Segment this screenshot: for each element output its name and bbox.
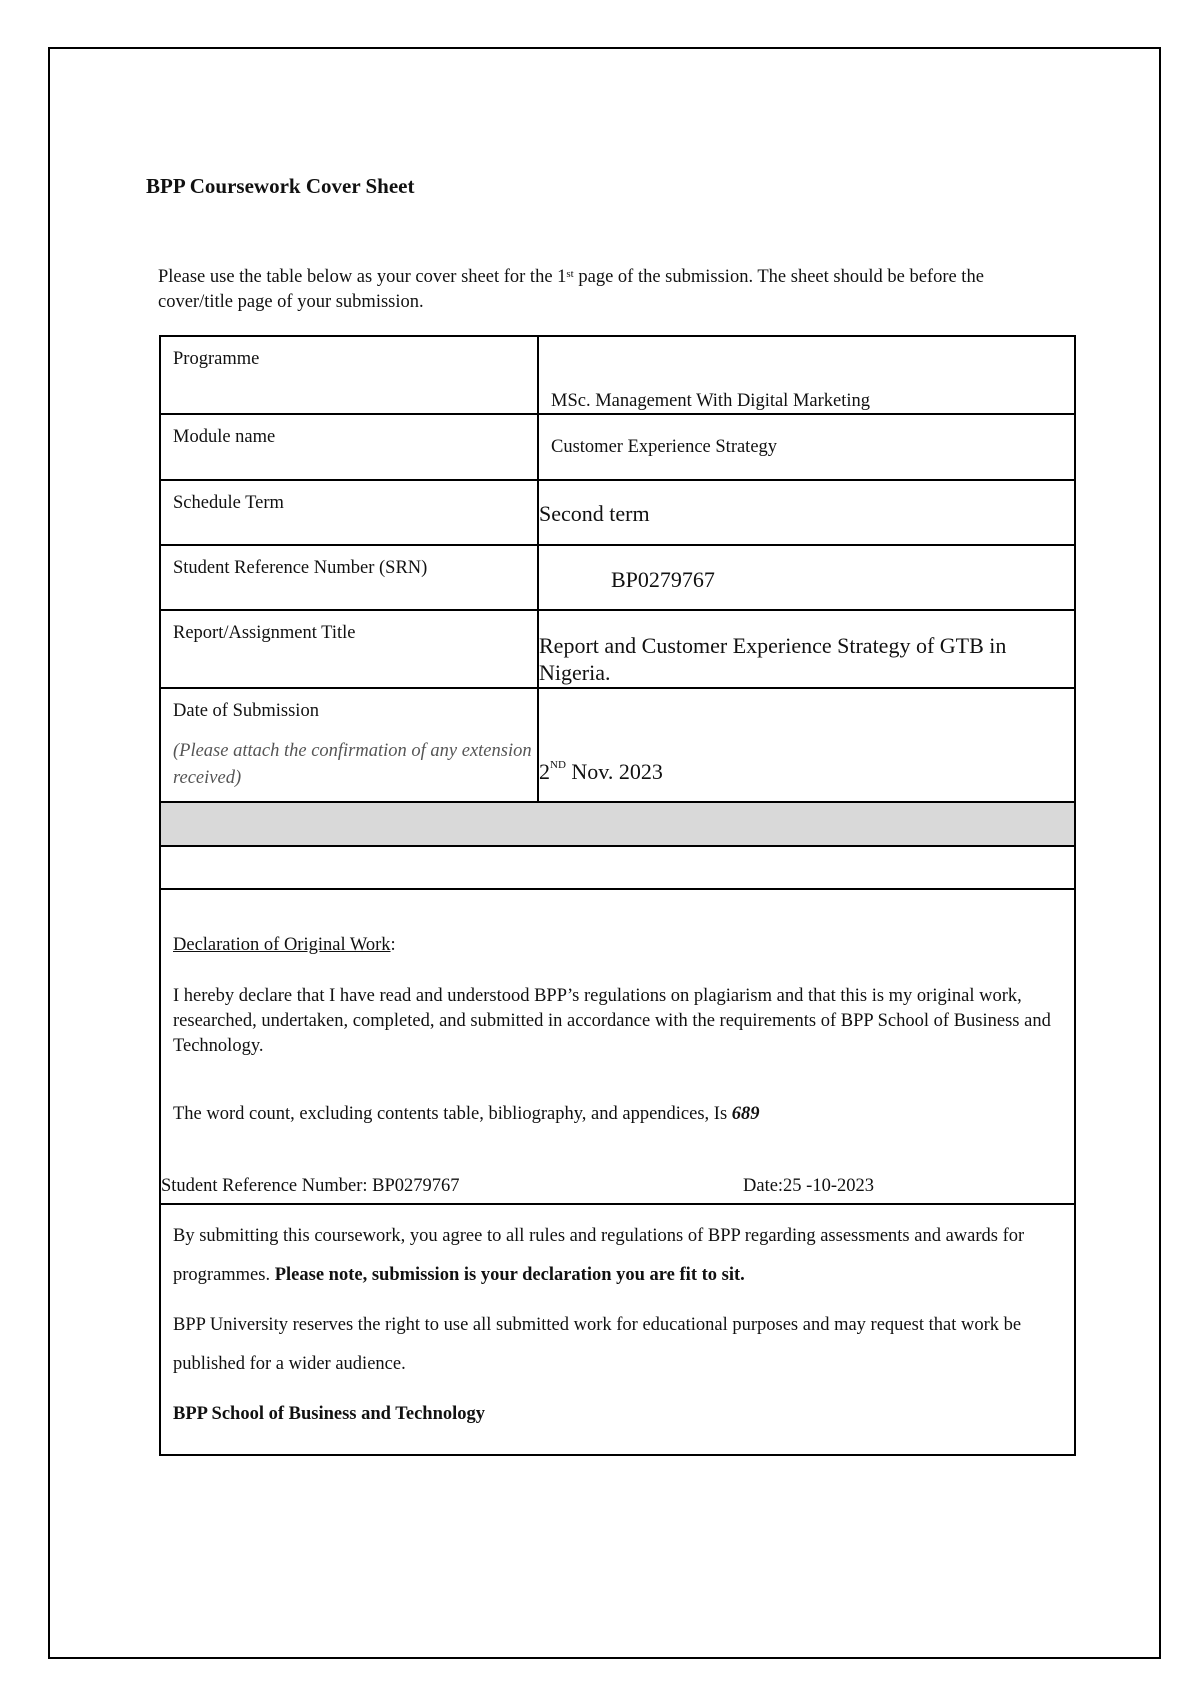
module-label: Module name <box>161 415 539 479</box>
programme-label: Programme <box>161 337 539 413</box>
word-count-label: The word count, excluding contents table, bibliography, and appendices, Is <box>173 1104 732 1124</box>
declaration-heading-text: Declaration of Original Work <box>173 935 391 955</box>
module-value: Customer Experience Strategy <box>551 437 778 457</box>
submission-terms <box>173 1217 1068 1445</box>
report-title-value: Report and Customer Experience Strategy of GTB in Nigeria. <box>539 633 1007 685</box>
intro-text-start: Please use the table below as your cover sheet for the 1 <box>158 267 567 287</box>
term-row <box>161 481 1074 546</box>
cover-sheet-table <box>159 335 1076 1456</box>
word-count-line <box>173 1104 760 1125</box>
submission-paragraph-1 <box>173 1217 1068 1295</box>
srn-row <box>161 546 1074 611</box>
shaded-separator-row <box>161 803 1074 847</box>
date-month-year: Nov. 2023 <box>565 759 663 784</box>
word-count-value: 689 <box>731 1104 760 1124</box>
date-ordinal: ND <box>550 759 566 771</box>
module-value-cell <box>539 415 1074 479</box>
module-row <box>161 415 1074 481</box>
school-name: BPP School of Business and Technology <box>173 1404 486 1424</box>
declaration-date: Date:25 -10-2023 <box>743 1176 875 1196</box>
srn-label: Student Reference Number (SRN) <box>161 546 539 609</box>
extension-note: (Please attach the confirmation of any extension received) <box>173 741 532 788</box>
srn-value-cell <box>539 546 1074 609</box>
programme-value: MSc. Management With Digital Marketing <box>551 391 871 411</box>
submission-agreement-text: By submitting this coursework, you agree to all rules and regulations of BPP regarding assessments and awards for programmes. <box>173 1226 1025 1285</box>
date-day: 2 <box>539 759 550 784</box>
programme-value-cell <box>539 337 1074 413</box>
declaration-text: I hereby declare that I have read and understood BPP’s regulations on plagiarism and that this is my original work, researched, undertaken, completed, and submitted in accordance with the requirements of BPP School of Business and Technology. <box>173 986 1051 1056</box>
submission-fit-to-sit-note: Please note, submission is your declaration you are fit to sit. <box>274 1265 745 1285</box>
declaration-srn: Student Reference Number: BP0279767 <box>161 1176 460 1196</box>
report-title-row <box>161 611 1074 689</box>
declaration-section <box>161 890 1074 1205</box>
blank-row <box>161 847 1074 890</box>
programme-row <box>161 337 1074 415</box>
submission-paragraph-2: BPP University reserves the right to use all submitted work for educational purposes and may request that work be published for a wider audience. <box>173 1315 1022 1374</box>
date-label: Date of Submission <box>173 701 319 721</box>
srn-value: BP0279767 <box>611 567 715 592</box>
term-label: Schedule Term <box>161 481 539 544</box>
term-value-cell <box>539 481 1074 544</box>
declaration-heading <box>173 935 396 956</box>
report-title-label: Report/Assignment Title <box>161 611 539 687</box>
date-row <box>161 689 1074 803</box>
report-title-value-cell <box>539 611 1074 687</box>
date-value-cell <box>539 689 1074 801</box>
intro-superscript: st <box>566 268 574 280</box>
term-value: Second term <box>539 501 650 526</box>
page-title: BPP Coursework Cover Sheet <box>146 174 415 198</box>
intro-text <box>158 265 1038 315</box>
date-value <box>539 759 663 785</box>
submission-terms-section <box>161 1205 1074 1454</box>
intro-text-end: page of the submission. The sheet should be before the cover/title page of your submission. <box>158 267 984 312</box>
date-label-cell <box>161 689 539 801</box>
declaration-heading-colon: : <box>390 935 396 955</box>
